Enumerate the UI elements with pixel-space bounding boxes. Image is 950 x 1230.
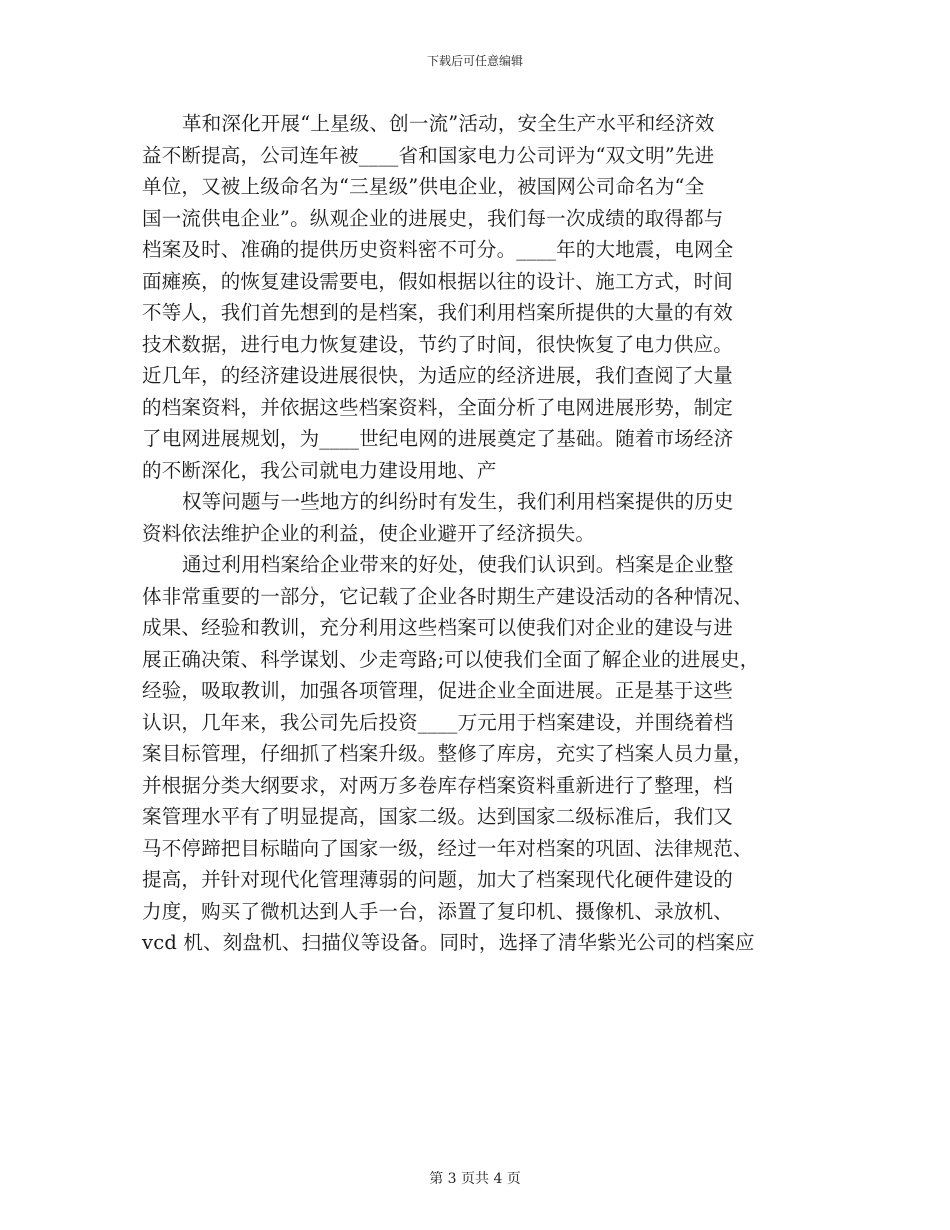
text-line: 国一流供电企业”。纵观企业的进展史，我们每一次成绩的取得都与 (142, 206, 724, 230)
text-line: 技术数据，进行电力恢复建设，节约了时间，很快恢复了电力供应。 (142, 332, 734, 356)
text-line: 了电网进展规划，为____世纪电网的进展奠定了基础。随着市场经济 (142, 427, 734, 450)
text-line: 案目标管理，仔细抓了档案升级。整修了库房，充实了档案人员力量， (142, 742, 753, 765)
text-line: vcd 机、刻盘机、扫描仪等设备。同时，选择了清华紫光公司的档案应 (142, 931, 755, 954)
text-line: 不等人，我们首先想到的是档案，我们利用档案所提供的大量的有效 (142, 301, 734, 324)
text-line: 成果、经验和教训，充分利用这些档案可以使我们对企业的建设与进 (142, 616, 734, 639)
text-line: 益不断提高，公司连年被____省和国家电力公司评为“双文明”先进 (142, 143, 715, 167)
text-line: 近几年，的经济建设进展很快，为适应的经济进展，我们查阅了大量 (142, 364, 734, 387)
text-line: 的档案资料，并依据这些档案资料，全面分析了电网进展形势，制定 (142, 395, 734, 419)
text-line: 的不断深化，我公司就电力建设用地、产 (142, 458, 497, 482)
text-line: 力度，购买了微机达到人手一台，添置了复印机、摄像机、录放机、 (142, 899, 734, 923)
page-footer: 第 3 页共 4 页 (429, 1171, 521, 1187)
page-header: 下载后可任意编辑 (426, 54, 523, 68)
text-line: 档案及时、准确的提供历史资料密不可分。____年的大地震，电网全 (142, 238, 734, 261)
text-line: 资料依法维护企业的利益，使企业避开了经济损失。 (142, 521, 596, 545)
text-line: 革和深化开展“上星级、创一流”活动，安全生产水平和经济效 (182, 112, 715, 135)
text-line: 马不停蹄把目标瞄向了国家一级，经过一年对档案的巩固、法律规范、 (142, 836, 753, 860)
text-line: 认识，几年来，我公司先后投资____万元用于档案建设，并围绕着档 (142, 710, 734, 734)
text-line: 展正确决策、科学谋划、少走弯路;可以使我们全面了解企业的进展史， (142, 647, 760, 671)
text-line: 案管理水平有了明显提高，国家二级。达到国家二级标准后，我们又 (142, 805, 734, 828)
text-line: 面瘫痪，的恢复建设需要电，假如根据以往的设计、施工方式，时间 (142, 269, 734, 293)
text-line: 单位，又被上级命名为“三星级”供电企业，被国网公司命名为“全 (142, 175, 705, 198)
text-line: 提高，并针对现代化管理薄弱的问题，加大了档案现代化硬件建设的 (142, 868, 734, 891)
text-line: 并根据分类大纲要求，对两万多卷库存档案资料重新进行了整理，档 (142, 773, 734, 797)
text-line: 权等问题与一些地方的纠纷时有发生，我们利用档案提供的历史 (182, 490, 734, 513)
document-body (142, 108, 822, 959)
text-line: 通过利用档案给企业带来的好处，使我们认识到。档案是企业整 (182, 553, 734, 576)
text-line: 经验，吸取教训，加强各项管理，促进企业全面进展。正是基于这些 (142, 679, 734, 702)
text-line: 体非常重要的一部分，它记载了企业各时期生产建设活动的各种情况、 (142, 584, 753, 608)
